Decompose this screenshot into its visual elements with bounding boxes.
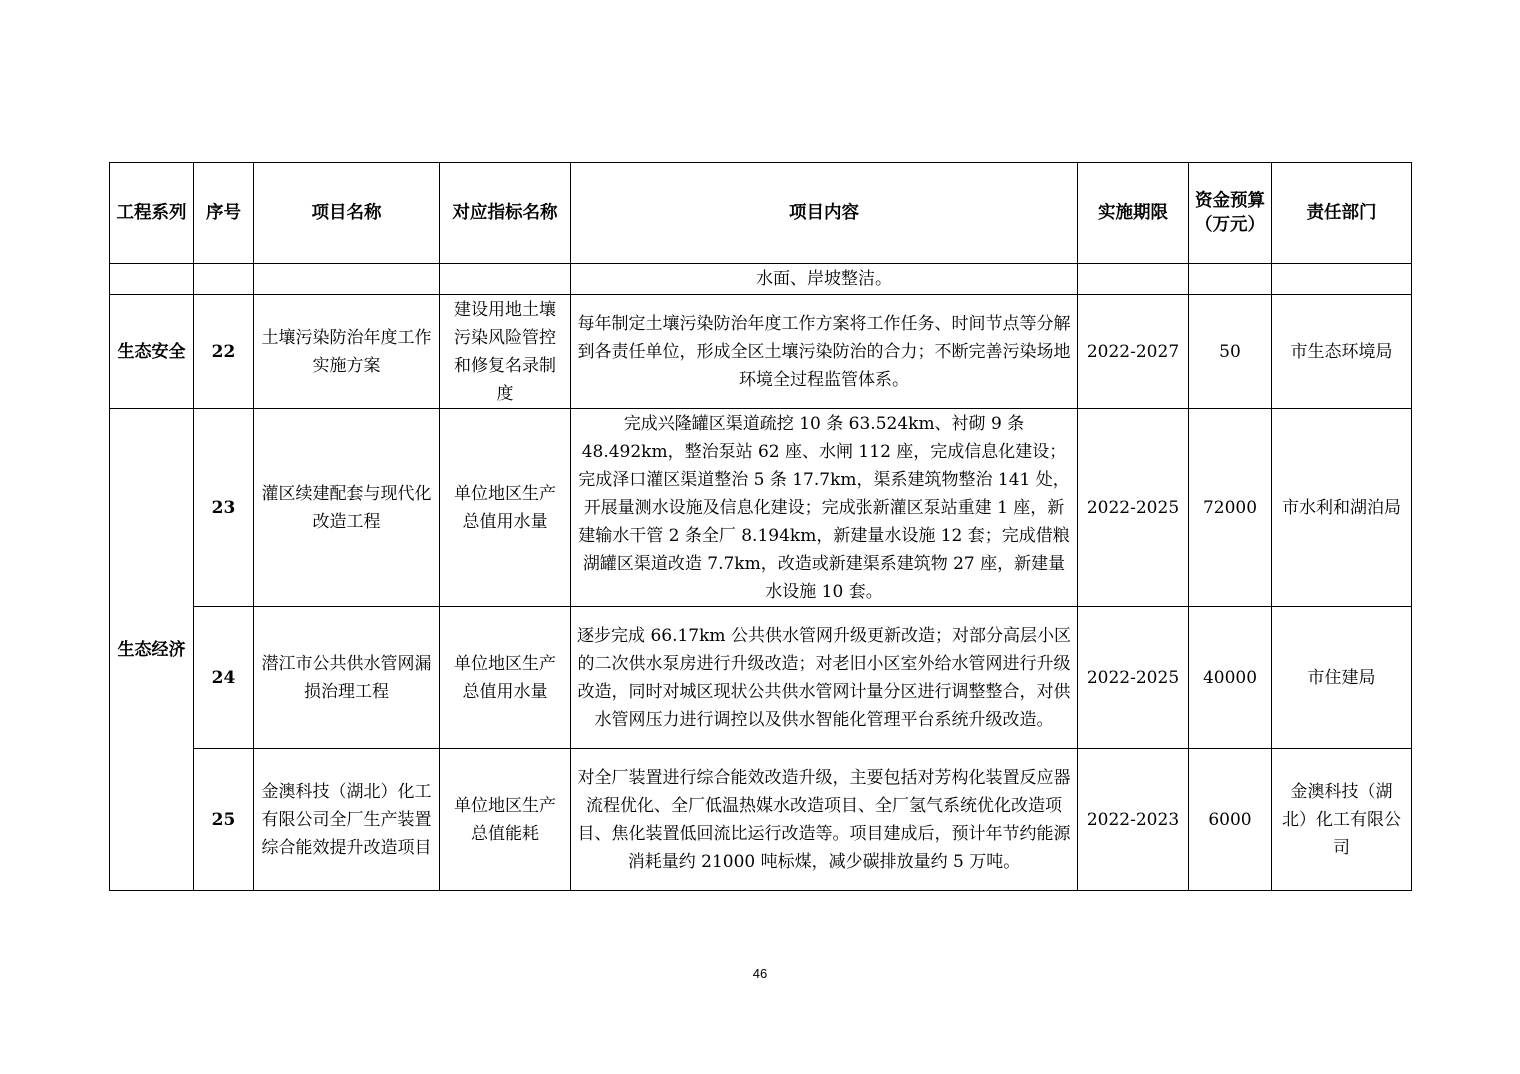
header-content: 项目内容 xyxy=(571,163,1078,264)
project-table xyxy=(109,162,1412,891)
cell-content: 对全厂装置进行综合能效改造升级，主要包括对芳构化装置反应器流程优化、全厂低温热媒水改造项目、全厂氢气系统优化改造项目、焦化装置低回流比运行改造等。项目建成后，预计年节约能源消耗量约 21000 吨标煤，减少碳排放量约 5 万吨。 xyxy=(571,749,1078,891)
cell-dept xyxy=(1272,264,1412,295)
header-indicator: 对应指标名称 xyxy=(440,163,571,264)
cell-content: 水面、岸坡整洁。 xyxy=(571,264,1078,295)
cell-name xyxy=(254,264,440,295)
cell-dept: 市水利和湖泊局 xyxy=(1272,409,1412,607)
cell-budget: 50 xyxy=(1189,295,1272,409)
cell-indicator: 单位地区生产总值用水量 xyxy=(440,409,571,607)
cell-no: 25 xyxy=(194,749,254,891)
cell-no: 24 xyxy=(194,607,254,749)
cell-no xyxy=(194,264,254,295)
cell-no: 22 xyxy=(194,295,254,409)
header-no: 序号 xyxy=(194,163,254,264)
cell-period: 2022-2023 xyxy=(1078,749,1189,891)
cell-period: 2022-2027 xyxy=(1078,295,1189,409)
cell-budget xyxy=(1189,264,1272,295)
cell-indicator: 单位地区生产总值能耗 xyxy=(440,749,571,891)
cell-series: 生态安全 xyxy=(110,295,194,409)
cell-content: 每年制定土壤污染防治年度工作方案将工作任务、时间节点等分解到各责任单位，形成全区土壤污染防治的合力；不断完善污染场地环境全过程监管体系。 xyxy=(571,295,1078,409)
cell-budget: 72000 xyxy=(1189,409,1272,607)
cell-period xyxy=(1078,264,1189,295)
header-row xyxy=(110,163,1412,264)
cell-indicator: 单位地区生产总值用水量 xyxy=(440,607,571,749)
table-row xyxy=(110,264,1412,295)
cell-period: 2022-2025 xyxy=(1078,607,1189,749)
cell-content: 完成兴隆罐区渠道疏挖 10 条 63.524km、衬砌 9 条 48.492km，整治泵站 62 座、水闸 112 座，完成信息化建设；完成泽口灌区渠道整治 5 条 17.7km，渠系建筑物整治 141 处，开展量测水设施及信息化建设；完成张新灌区泵站重建 1 座，新建输水干管 2 条全厂 8.194km，新建量水设施 12 套；完成借粮湖罐区渠道改造 7.7km，改造或新建渠系建筑物 27 座，新建量水设施 10 套。 xyxy=(571,409,1078,607)
cell-period: 2022-2025 xyxy=(1078,409,1189,607)
cell-content: 逐步完成 66.17km 公共供水管网升级更新改造；对部分高层小区的二次供水泵房进行升级改造；对老旧小区室外给水管网进行升级改造，同时对城区现状公共供水管网计量分区进行调整整合，对供水管网压力进行调控以及供水智能化管理平台系统升级改造。 xyxy=(571,607,1078,749)
cell-indicator xyxy=(440,264,571,295)
table-row xyxy=(110,749,1412,891)
cell-no: 23 xyxy=(194,409,254,607)
cell-series xyxy=(110,264,194,295)
cell-name: 土壤污染防治年度工作实施方案 xyxy=(254,295,440,409)
page-number: 46 xyxy=(752,966,768,981)
cell-series: 生态经济 xyxy=(110,409,194,891)
cell-indicator: 建设用地土壤污染风险管控和修复名录制度 xyxy=(440,295,571,409)
table-row xyxy=(110,295,1412,409)
cell-name: 灌区续建配套与现代化改造工程 xyxy=(254,409,440,607)
header-dept: 责任部门 xyxy=(1272,163,1412,264)
cell-dept: 金澳科技（湖北）化工有限公司 xyxy=(1272,749,1412,891)
table-row xyxy=(110,607,1412,749)
table-row xyxy=(110,409,1412,607)
cell-name: 金澳科技（湖北）化工有限公司全厂生产装置综合能效提升改造项目 xyxy=(254,749,440,891)
cell-name: 潜江市公共供水管网漏损治理工程 xyxy=(254,607,440,749)
cell-dept: 市住建局 xyxy=(1272,607,1412,749)
cell-dept: 市生态环境局 xyxy=(1272,295,1412,409)
cell-budget: 6000 xyxy=(1189,749,1272,891)
header-series: 工程系列 xyxy=(110,163,194,264)
header-name: 项目名称 xyxy=(254,163,440,264)
cell-budget: 40000 xyxy=(1189,607,1272,749)
header-budget: 资金预算（万元） xyxy=(1189,163,1272,264)
header-period: 实施期限 xyxy=(1078,163,1189,264)
